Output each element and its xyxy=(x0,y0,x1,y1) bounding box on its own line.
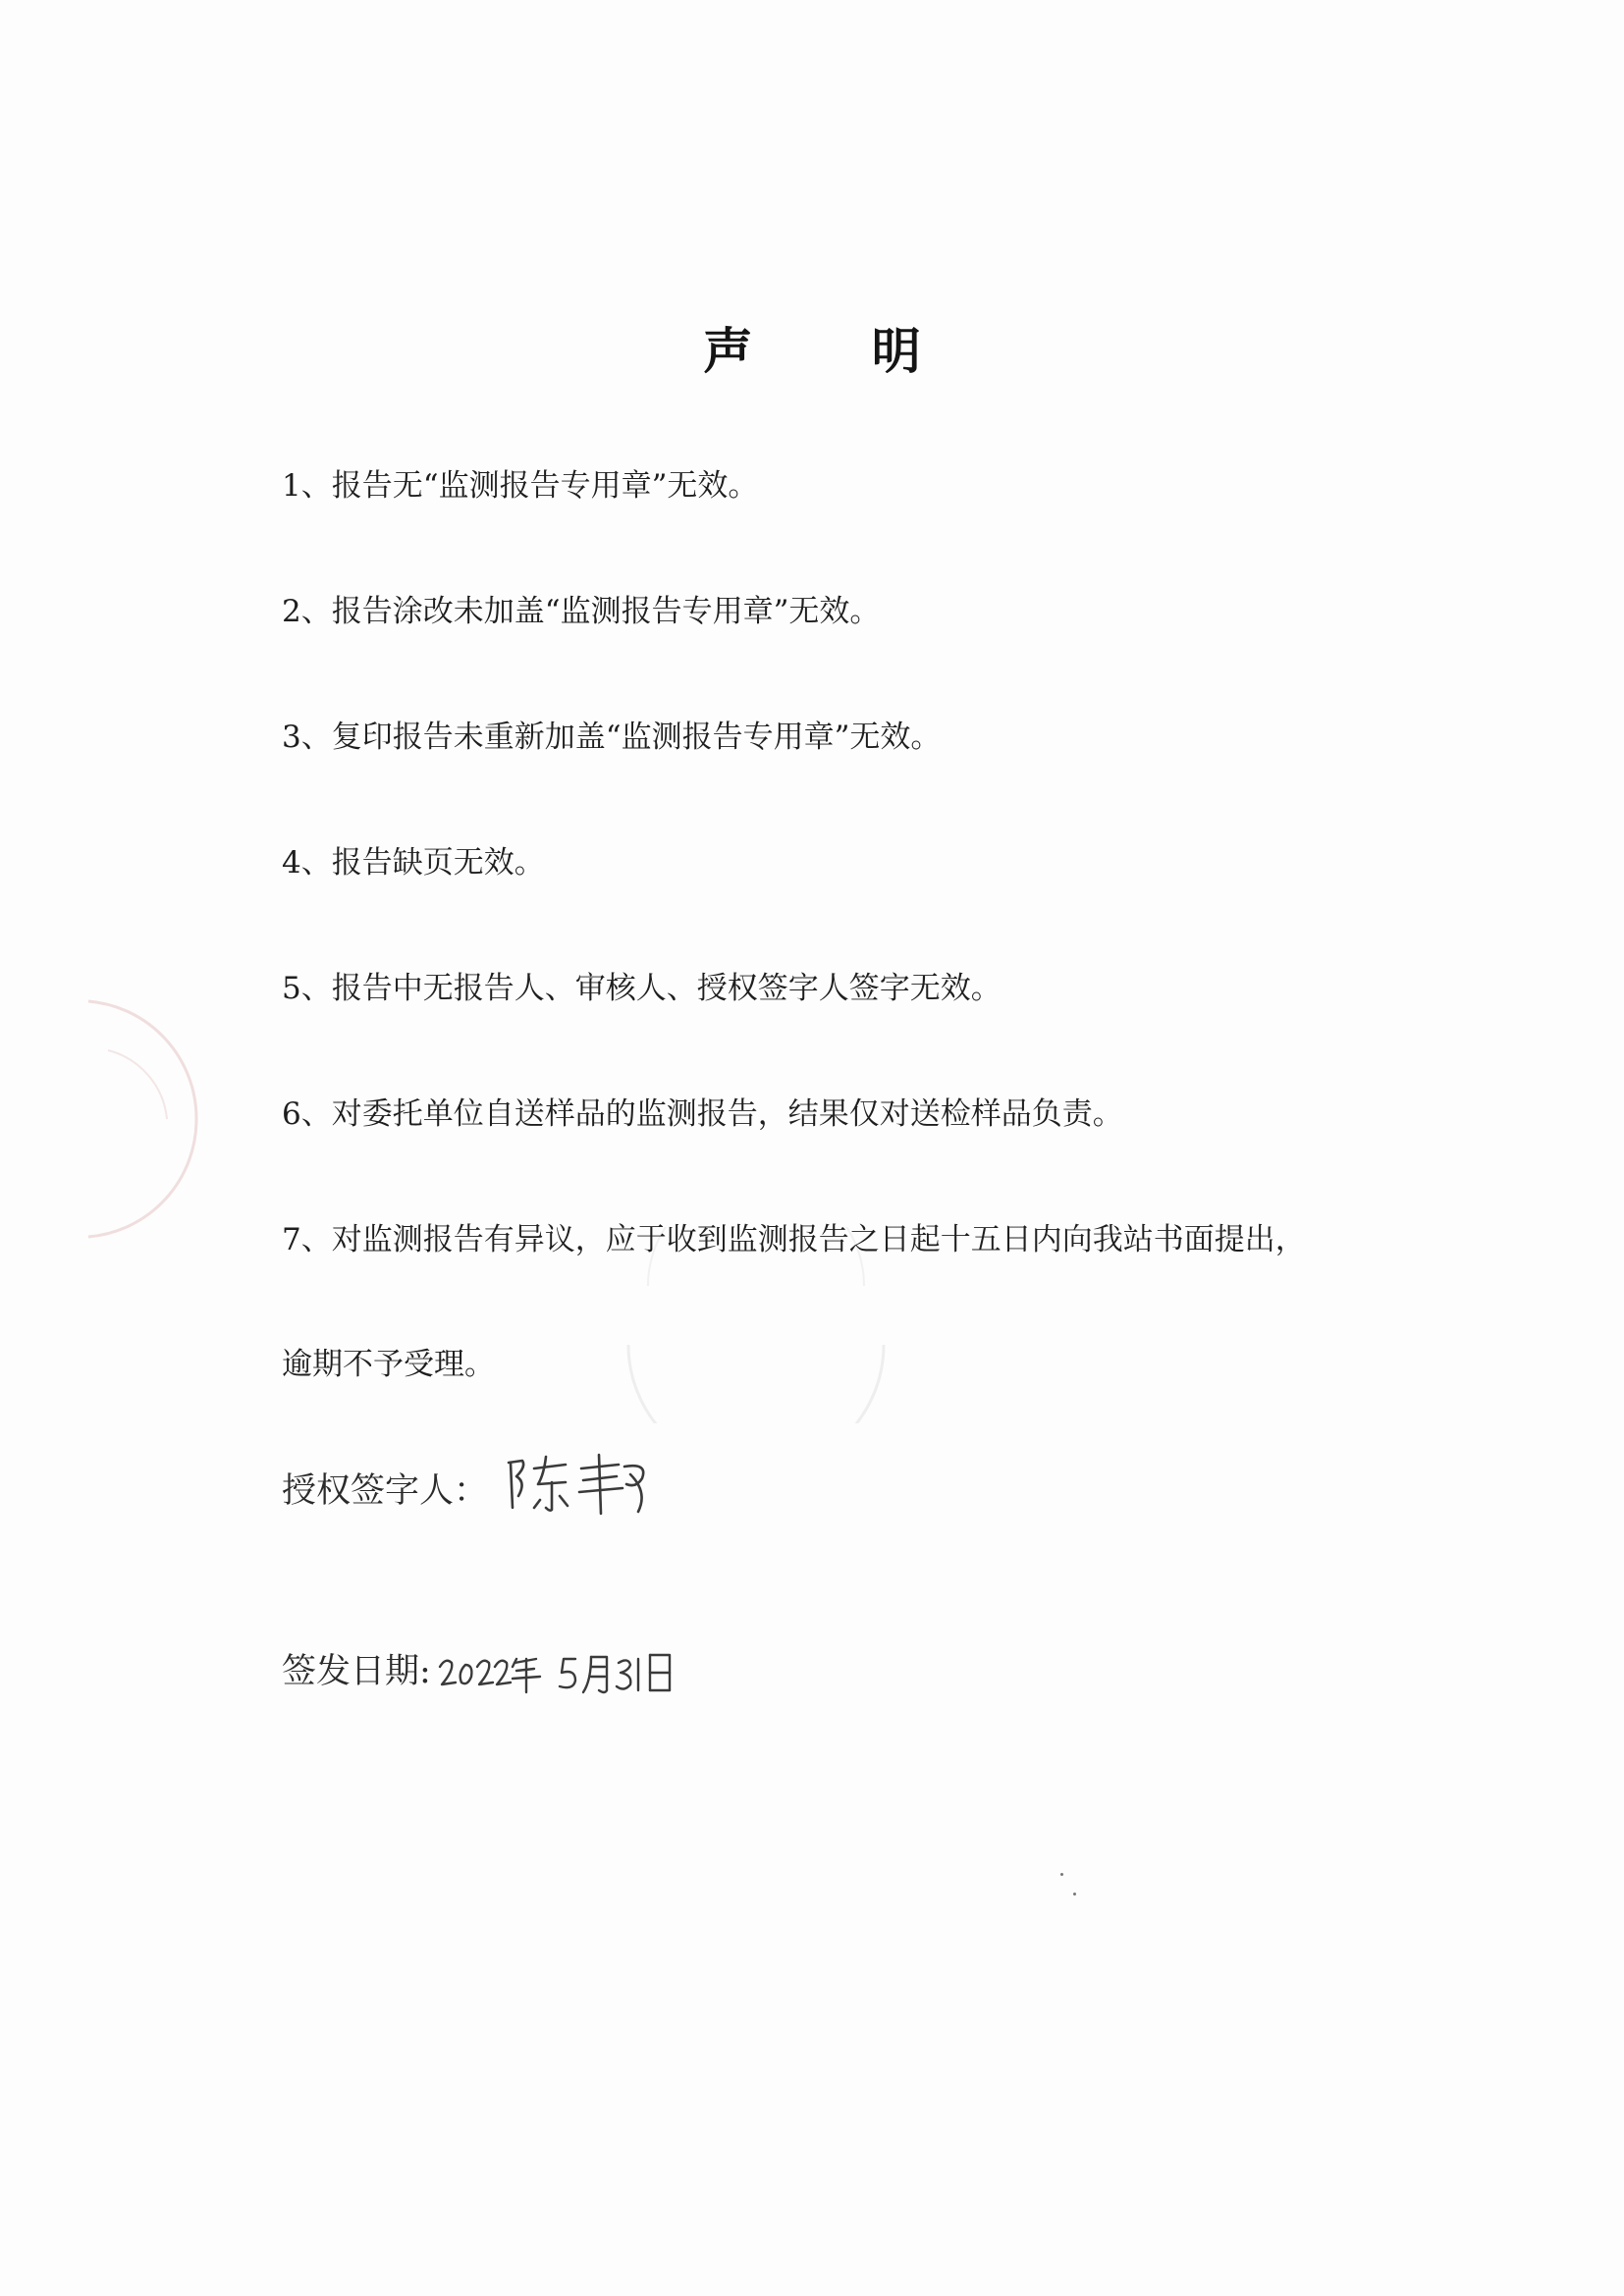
statement-item-2: 2、报告涂改未加盖“监测报告专用章”无效。 xyxy=(282,594,881,629)
statement-item-3: 3、复印报告未重新加盖“监测报告专用章”无效。 xyxy=(282,720,942,755)
page-title: 声 明 xyxy=(703,323,972,380)
statement-item-7-continued: 逾期不予受理。 xyxy=(282,1347,495,1382)
scan-speck xyxy=(1073,1893,1076,1896)
signatory-label: 授权签字人： xyxy=(282,1471,489,1511)
scan-speck xyxy=(1060,1873,1063,1876)
statement-item-5: 5、报告中无报告人、审核人、授权签字人签字无效。 xyxy=(282,971,1001,1006)
faint-seal-left xyxy=(69,991,206,1247)
statement-item-6: 6、对委托单位自送样品的监测报告，结果仅对送检样品负责。 xyxy=(282,1096,1123,1132)
statement-item-1: 1、报告无“监测报告专用章”无效。 xyxy=(282,468,759,504)
handwritten-issue-date xyxy=(438,1645,693,1700)
issue-date-label: 签发日期: xyxy=(282,1652,431,1691)
statement-item-4: 4、报告缺页无效。 xyxy=(282,845,545,881)
handwritten-signature xyxy=(501,1449,668,1527)
statement-item-7: 7、对监测报告有异议，应于收到监测报告之日起十五日内向我站书面提出， xyxy=(282,1222,1306,1257)
